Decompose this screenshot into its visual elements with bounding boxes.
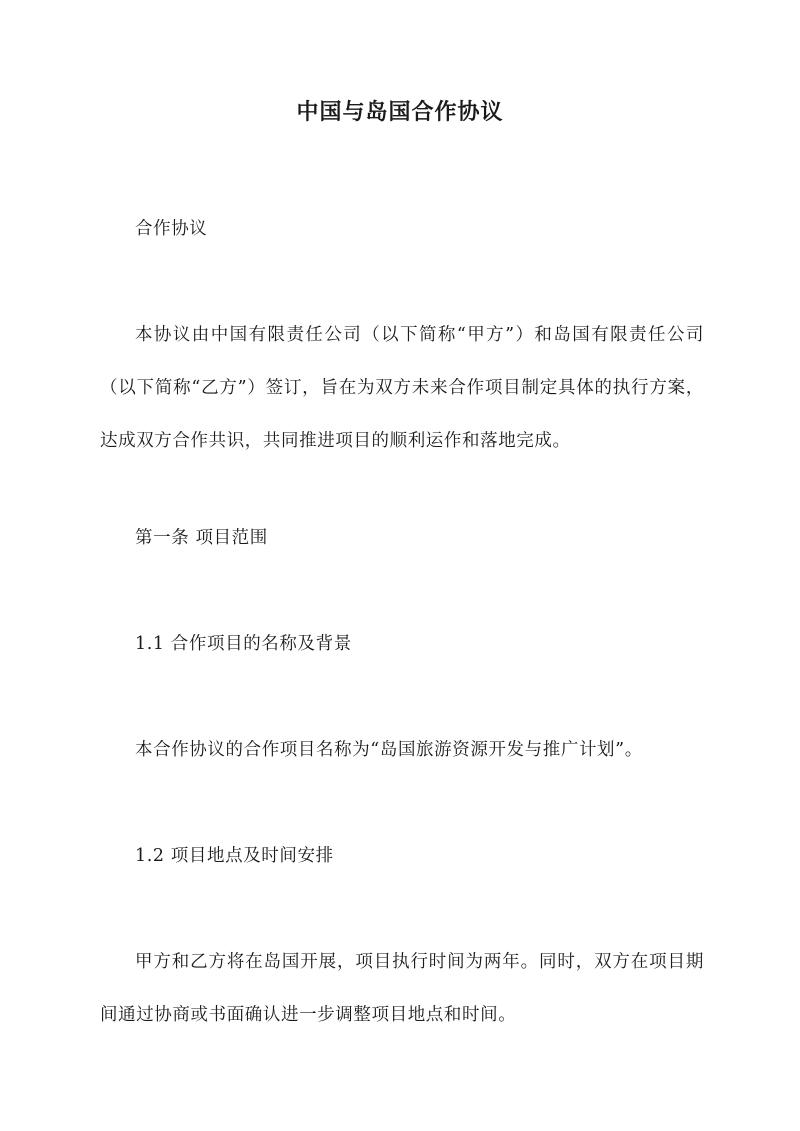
section-1-1-body: 本合作协议的合作项目名称为“岛国旅游资源开发与推广计划”。	[135, 740, 643, 760]
agreement-heading: 合作协议	[135, 219, 208, 239]
section-1-2-body: 甲方和乙方将在岛国开展，项目执行时间为两年。同时，双方在项目期间通过协商或书面确认进一步调整项目地点和时间。	[100, 952, 704, 1025]
section-1-1-title: 1.1 合作项目的名称及背景	[135, 634, 352, 654]
section-1-2-title: 1.2 项目地点及时间安排	[135, 846, 334, 866]
intro-paragraph: 本协议由中国有限责任公司（以下简称“甲方”）和岛国有限责任公司（以下简称“乙方”）签订，旨在为双方未来合作项目制定具体的执行方案，达成双方合作共识，共同推进项目的顺利运作和落地完成。	[100, 325, 704, 451]
article-1-title: 第一条 项目范围	[135, 528, 268, 548]
document-title: 中国与岛国合作协议	[296, 99, 504, 125]
